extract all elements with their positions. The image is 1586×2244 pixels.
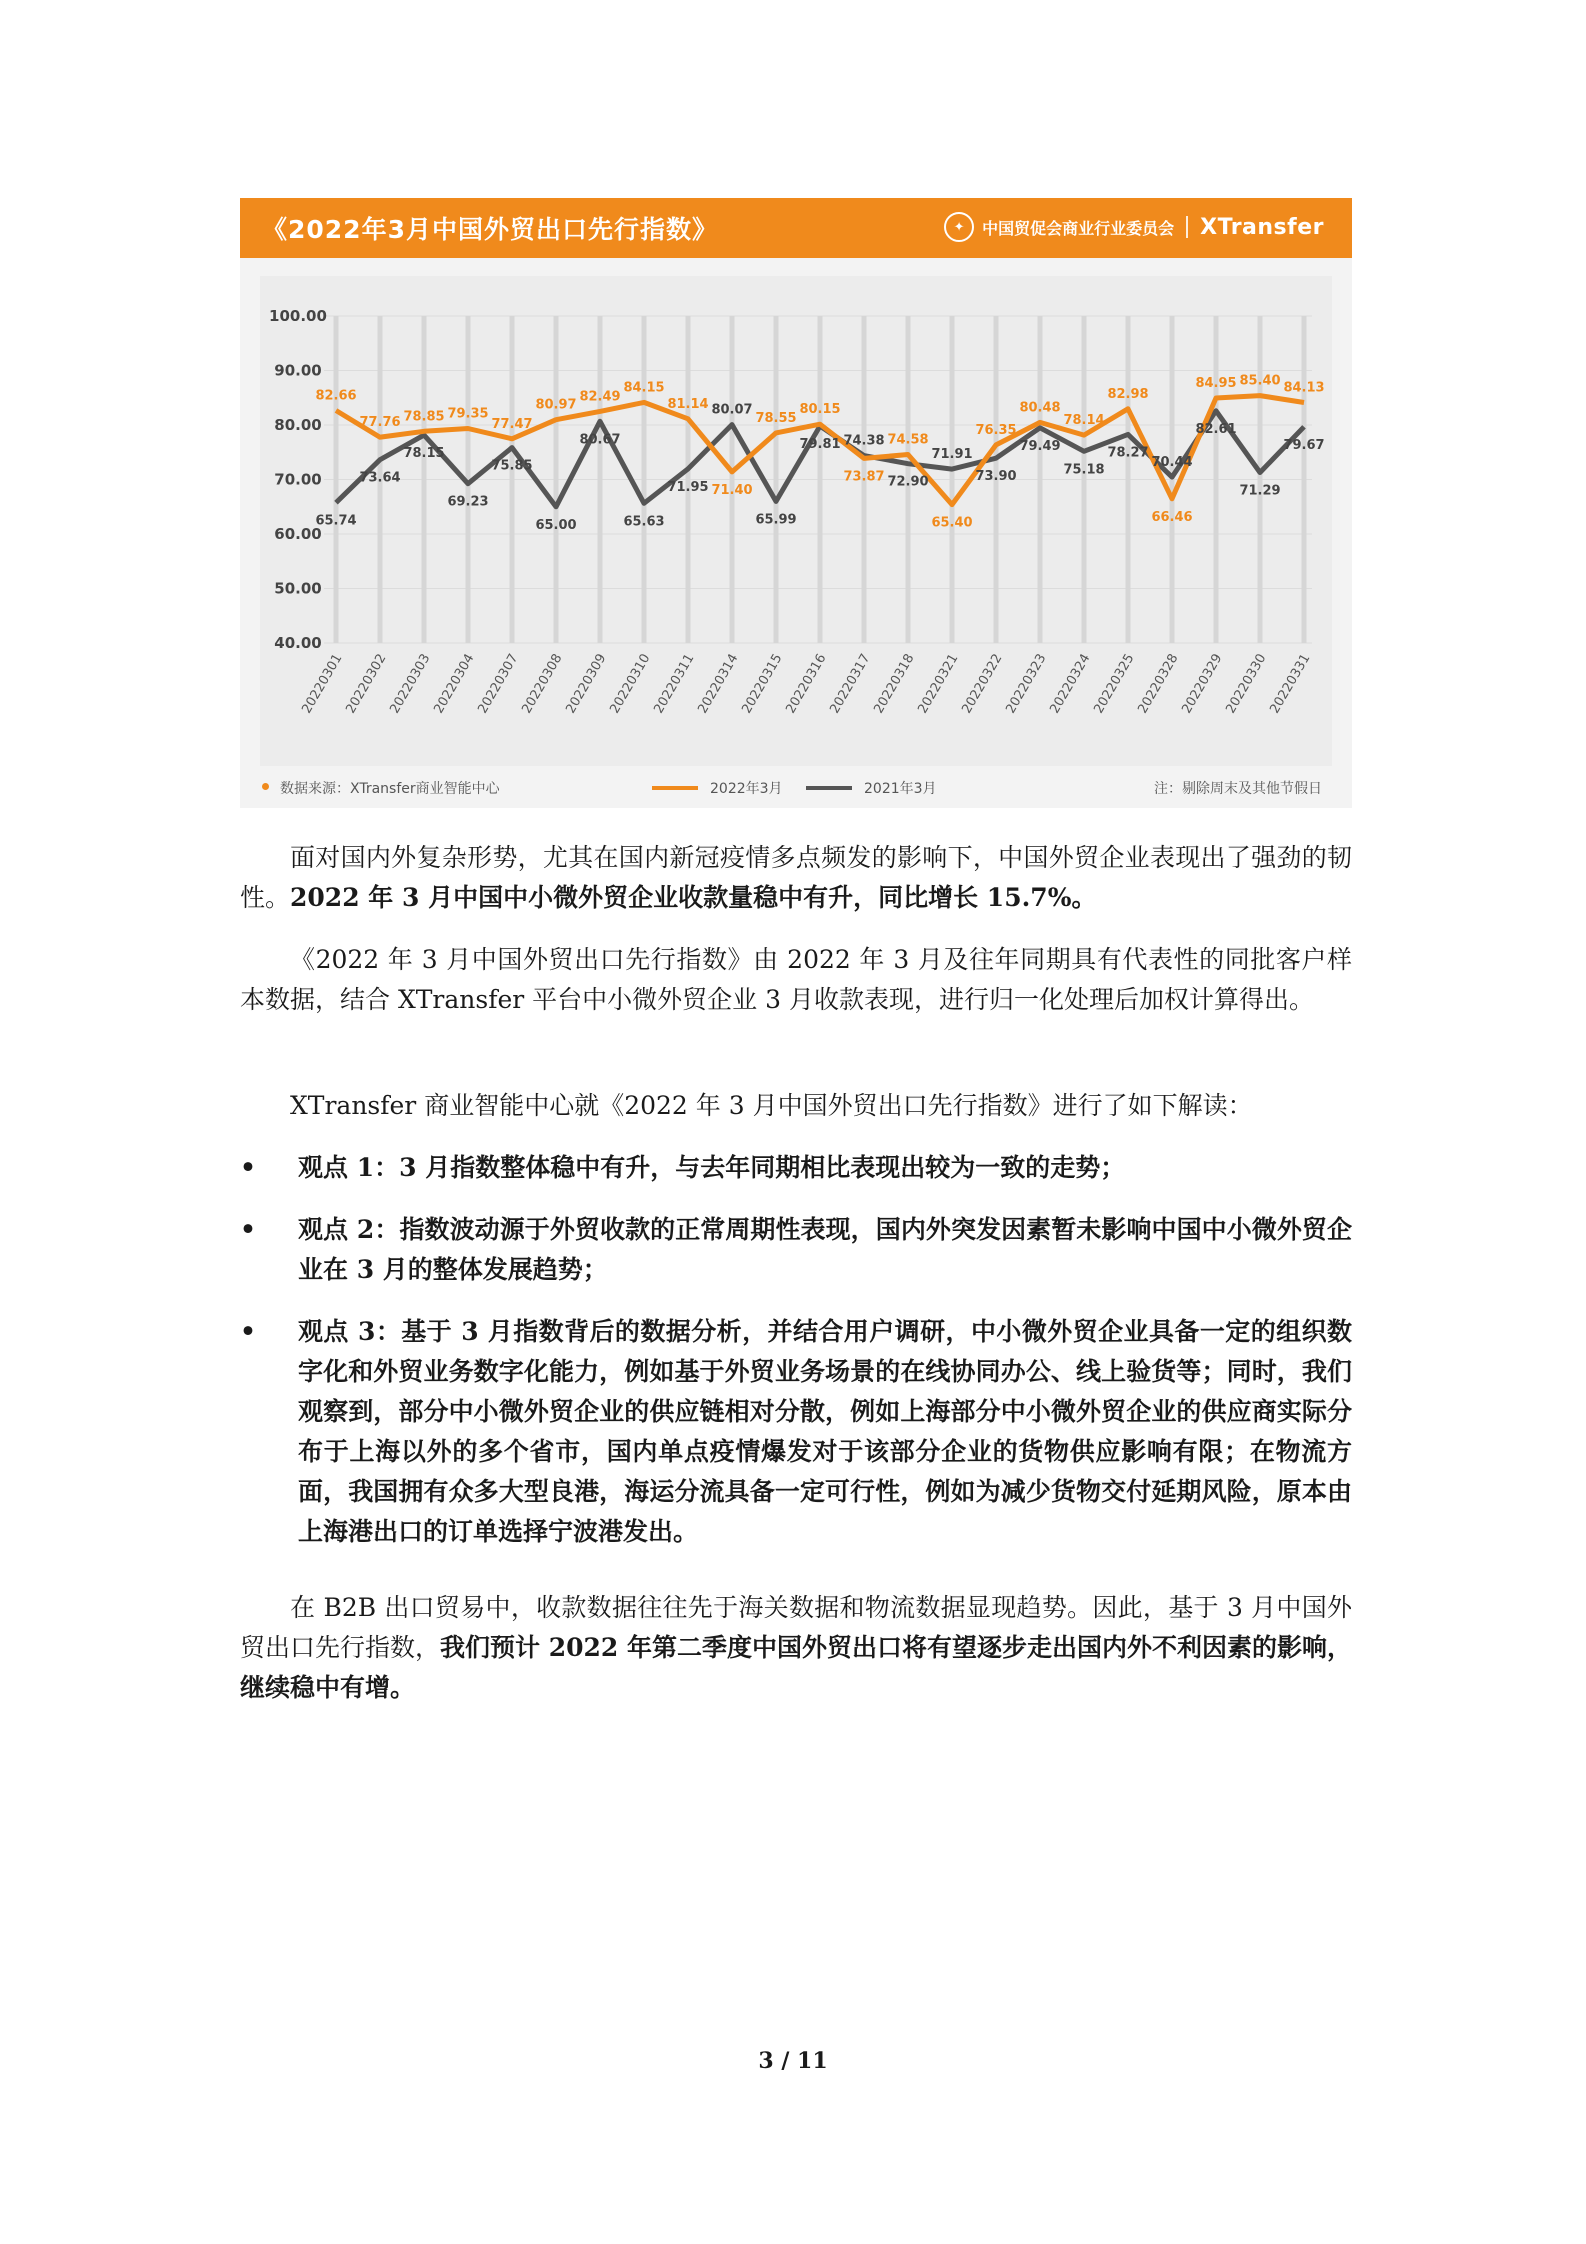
x-tick-label: 20220330	[1223, 651, 1270, 717]
data-label-2022: 82.49	[579, 389, 621, 405]
source-dot-icon	[262, 783, 269, 790]
paragraph-4	[240, 1588, 1352, 1708]
data-label-2021: 74.38	[843, 433, 885, 449]
data-label-2022: 78.85	[403, 409, 445, 425]
data-label-2021: 82.61	[1195, 421, 1237, 437]
paragraph-1-text: 面对国内外复杂形势，尤其在国内新冠疫情多点频发的影响下，中国外贸企业表现出了强劲的韧性。	[240, 843, 1352, 912]
x-tick-label: 20220304	[431, 651, 478, 717]
paragraph-1	[240, 838, 1352, 918]
x-tick-label: 20220318	[871, 651, 918, 717]
x-tick-label: 20220324	[1047, 651, 1094, 717]
data-label-2022: 84.95	[1195, 376, 1237, 392]
org-name: 中国贸促会商业行业委员会	[982, 218, 1175, 238]
data-label-2022: 77.76	[359, 415, 401, 431]
data-label-2021: 72.90	[887, 474, 929, 490]
data-label-2022: 80.48	[1019, 400, 1061, 416]
x-tick-label: 20220322	[959, 651, 1006, 717]
data-label-2021: 79.49	[1019, 438, 1061, 454]
data-label-2021: 71.29	[1239, 483, 1281, 499]
x-tick-label: 20220310	[607, 651, 654, 717]
bullet-point-3	[240, 1312, 1352, 1552]
data-label-2022: 84.13	[1283, 380, 1325, 396]
x-tick-label: 20220307	[475, 651, 522, 717]
data-label-2021: 79.81	[799, 437, 841, 453]
data-label-2022: 78.55	[755, 410, 797, 426]
data-label-2021: 78.27	[1107, 445, 1149, 461]
x-tick-label: 20220317	[827, 651, 874, 717]
data-label-2022: 81.14	[667, 396, 709, 412]
y-tick-label: 90.00	[274, 361, 322, 380]
data-label-2022: 76.35	[975, 422, 1017, 438]
x-tick-label: 20220329	[1179, 651, 1226, 717]
data-label-2022: 66.46	[1151, 509, 1193, 525]
xtransfer-logo: XTransfer	[1200, 214, 1324, 240]
legend-label-2022: 2022年3月	[710, 781, 783, 797]
paragraph-4-text: 在 B2B 出口贸易中，收款数据往往先于海关数据和物流数据显现趋势。因此，基于 3 月中国外贸出口先行指数，	[240, 1593, 1352, 1662]
bullet-icon: •	[240, 1153, 256, 1182]
legend-line-2021-icon	[806, 786, 852, 790]
bullet-text: 观点 2：指数波动源于外贸收款的正常周期性表现，国内外突发因素暂未影响中国中小微外贸企业在 3 月的整体发展趋势；	[298, 1215, 1352, 1284]
data-label-2022: 77.47	[491, 416, 533, 432]
org-logo-group	[944, 212, 1324, 242]
x-tick-label: 20220309	[563, 651, 610, 717]
chart-note: 注：剔除周末及其他节假日	[1154, 781, 1322, 797]
data-label-2022: 80.97	[535, 397, 577, 413]
x-tick-label: 20220303	[387, 651, 434, 717]
data-label-2021: 75.18	[1063, 462, 1105, 478]
bullet-point-2	[240, 1210, 1352, 1290]
bullet-text: 观点 1：3 月指数整体稳中有升，与去年同期相比表现出较为一致的走势；	[298, 1153, 1126, 1182]
page-number: 3 / 11	[758, 2048, 828, 2074]
data-label-2022: 73.87	[843, 469, 885, 485]
data-label-2022: 85.40	[1239, 373, 1281, 389]
paragraph-1-highlight: 2022 年 3 月中国中小微外贸企业收款量稳中有升，同比增长 15.7%。	[290, 883, 1097, 912]
x-tick-label: 20220321	[915, 651, 962, 717]
data-label-2021: 71.91	[931, 447, 973, 463]
paragraph-4-highlight: 我们预计 2022 年第二季度中国外贸出口将有望逐步走出国内外不利因素的影响，继续稳中有增。	[240, 1633, 1353, 1702]
data-label-2021: 70.44	[1151, 455, 1193, 471]
data-label-2021: 65.63	[623, 514, 665, 530]
bullet-text: 观点 3：基于 3 月指数背后的数据分析，并结合用户调研，中小微外贸企业具备一定的组织数字化和外贸业务数字化能力，例如基于外贸业务场景的在线协同办公、线上验货等；同时，我们观察到，部分中小微外贸企业的供应链相对分散，例如上海部分中小微外贸企业的供应商实际分布于上海以外的多个省市，国内单点疫情爆发对于该部分企业的货物供应影响有限；在物流方面，我国拥有众多大型良港，海运分流具备一定可行性，例如为减少货物交付延期风险，原本由上海港出口的订单选择宁波港发出。	[298, 1317, 1352, 1546]
paragraph-2: 《2022 年 3 月中国外贸出口先行指数》由 2022 年 3 月及往年同期具有代表性的同批客户样本数据，结合 XTransfer 平台中小微外贸企业 3 月收款表现，进行归一化处理后加权计算得出。	[240, 945, 1352, 1014]
legend-2022	[652, 778, 783, 798]
chart-title: 《2022年3月中国外贸出口先行指数》	[262, 215, 718, 244]
bullet-icon: •	[240, 1317, 256, 1346]
x-tick-label: 20220323	[1003, 651, 1050, 717]
data-label-2022: 82.66	[315, 388, 357, 404]
x-tick-label: 20220331	[1267, 651, 1314, 717]
data-label-2021: 79.67	[1283, 437, 1325, 453]
y-tick-label: 80.00	[274, 416, 322, 434]
chart-footer	[240, 776, 1352, 802]
data-label-2021: 80.07	[711, 402, 753, 418]
data-label-2022: 84.15	[623, 380, 665, 396]
data-label-2022: 65.40	[931, 515, 973, 531]
x-tick-label: 20220301	[299, 651, 346, 717]
line-chart	[240, 258, 1352, 776]
paragraph-3: XTransfer 商业智能中心就《2022 年 3 月中国外贸出口先行指数》进行了如下解读：	[290, 1091, 1253, 1120]
data-label-2022: 78.14	[1063, 413, 1105, 429]
ccpit-seal-icon: ✦	[944, 212, 974, 242]
data-label-2021: 69.23	[447, 494, 489, 510]
x-tick-label: 20220328	[1135, 651, 1182, 717]
x-tick-label: 20220308	[519, 651, 566, 717]
data-label-2021: 75.85	[491, 458, 533, 474]
data-label-2021: 65.74	[315, 513, 357, 529]
legend-label-2021: 2021年3月	[864, 781, 937, 797]
legend-2021	[806, 778, 937, 798]
x-tick-label: 20220311	[651, 651, 698, 717]
x-tick-label: 20220316	[783, 651, 830, 717]
data-label-2022: 71.40	[711, 482, 753, 498]
y-tick-label: 100.00	[269, 307, 327, 325]
data-label-2021: 73.64	[359, 470, 401, 486]
data-label-2021: 78.15	[403, 446, 445, 462]
y-tick-label: 60.00	[274, 525, 322, 543]
y-tick-label: 50.00	[274, 579, 322, 598]
data-label-2021: 80.67	[579, 432, 621, 448]
data-label-2022: 74.58	[887, 432, 929, 448]
data-label-2022: 80.15	[799, 402, 841, 418]
data-label-2021: 65.99	[755, 512, 797, 528]
x-tick-label: 20220325	[1091, 651, 1138, 717]
chart-header	[240, 198, 1352, 258]
data-source: 数据来源：XTransfer商业智能中心	[280, 781, 500, 797]
data-label-2022: 79.35	[447, 406, 489, 422]
bullet-icon: •	[240, 1215, 256, 1244]
bullet-point-1	[240, 1148, 1352, 1188]
x-tick-label: 20220302	[343, 651, 390, 717]
y-tick-label: 40.00	[274, 634, 322, 652]
data-label-2021: 71.95	[667, 479, 709, 495]
data-label-2021: 73.90	[975, 469, 1017, 485]
chart-card	[240, 198, 1352, 808]
x-tick-label: 20220315	[739, 651, 786, 717]
x-tick-label: 20220314	[695, 651, 742, 717]
y-tick-label: 70.00	[274, 470, 322, 489]
legend-line-2022-icon	[652, 786, 698, 790]
data-label-2022: 82.98	[1107, 386, 1149, 402]
data-label-2021: 65.00	[535, 517, 577, 533]
logo-divider	[1186, 216, 1188, 238]
